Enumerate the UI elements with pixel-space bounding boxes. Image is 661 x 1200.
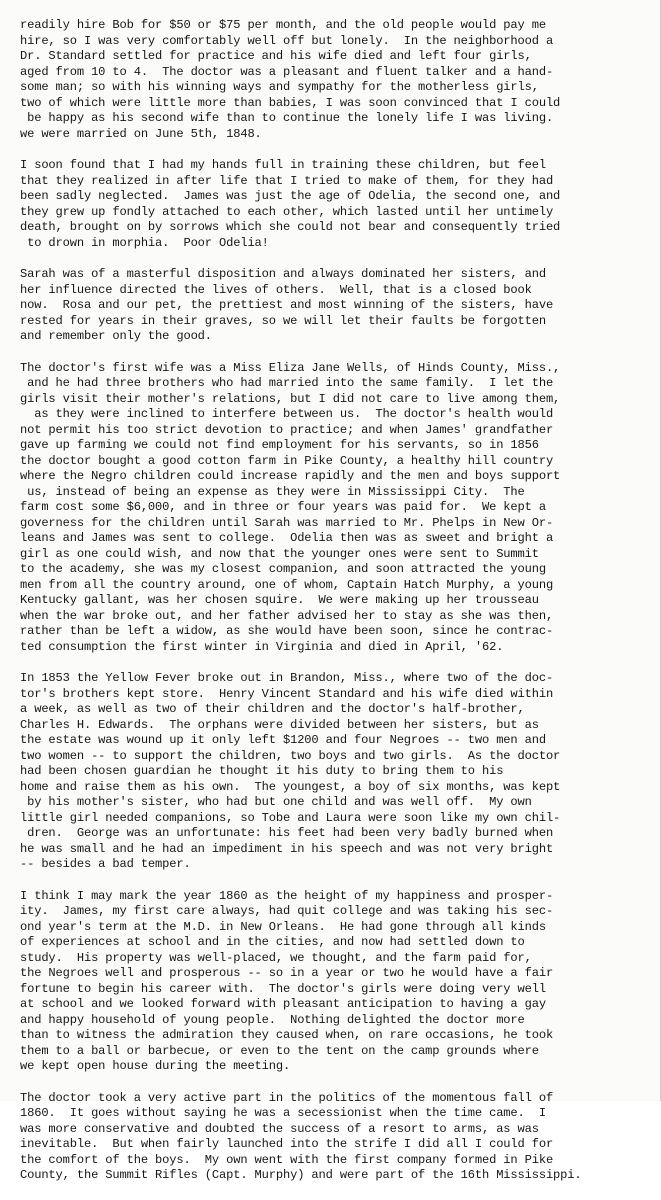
text-line: inevitable. But when fairly launched into the strife I did all I could for — [20, 1137, 554, 1151]
text-line: us, instead of being an expense as they were in Mississippi City. The — [20, 484, 525, 499]
text-line: when the war broke out, and her father advised her to stay as she was then, — [20, 608, 554, 623]
text-line: he was small and he had an impediment in his speech and was not very bright — [20, 841, 554, 856]
text-line: gave up farming we could not find employment for his servants, so in 1856 — [20, 438, 539, 452]
text-line: dren. George was an unfortunate: his feet had been very badly burned when — [20, 826, 554, 840]
text-line: The doctor's first wife was a Miss Eliza Jane Wells, of Hinds County, Miss., — [20, 360, 561, 375]
text-line: they grew up fondly attached to each other, which lasted until her untimely — [20, 204, 554, 219]
text-line: -- besides a bad temper. — [20, 857, 191, 871]
text-line: the estate was wound up it only left $1200 and four Negroes -- two men and — [20, 733, 546, 747]
text-line: girl as one could wish, and now that the younger ones were sent to Summit — [20, 546, 539, 561]
text-line: farm cost some $6,000, and in three or four years was paid for. We kept a — [20, 500, 546, 514]
text-line: been sadly neglected. James was just the age of Odelia, the second one, and — [20, 189, 561, 203]
text-line: the comfort of the boys. My own went with the first company formed in Pike — [20, 1152, 554, 1167]
text-line: fortune to begin his career with. The doctor's girls were doing very well — [20, 981, 546, 996]
text-line: and remember only the good. — [20, 329, 212, 343]
text-line: girls visit their mother's relations, but I did not care to live among them, — [20, 391, 561, 406]
text-line: hire, so I was very comfortably well off but lonely. In the neighborhood a — [20, 33, 554, 48]
text-line: the doctor bought a good cotton farm in Pike County, a healthy hill country — [20, 453, 554, 468]
paragraph — [20, 361, 646, 656]
document-body — [20, 18, 646, 1200]
text-line: Dr. Standard settled for practice and his wife died and left four girls, — [20, 49, 532, 63]
text-line: I soon found that I had my hands full in training these children, but feel — [20, 158, 546, 172]
text-line: two women -- to support the children, two boys and two girls. As the doctor — [20, 748, 561, 763]
text-line: we were married on June 5th, 1848. — [20, 126, 262, 141]
text-line: at school and we looked forward with pleasant anticipation to having a gay — [20, 997, 546, 1011]
paragraph — [20, 671, 646, 873]
text-line: Charles H. Edwards. The orphans were divided between her sisters, but as — [20, 717, 539, 732]
text-line: that they realized in after life that I tried to make of them, for they had — [20, 173, 554, 188]
text-line: little girl needed companions, so Tobe and Laura were soon like my own chil- — [20, 810, 561, 825]
text-line: home and raise them as his own. The youngest, a boy of six months, was kept — [20, 779, 561, 794]
text-line: study. His property was well-placed, we thought, and the farm paid for, — [20, 950, 532, 965]
paragraph — [20, 267, 646, 345]
text-line: rested for years in their graves, so we will let their faults be forgotten — [20, 313, 546, 328]
text-line: her influence directed the lives of others. Well, that is a closed book — [20, 282, 532, 297]
text-line: men from all the country around, one of whom, Captain Hatch Murphy, a young — [20, 577, 554, 592]
text-line: the Negroes well and prosperous -- so in a year or two he would have a fair — [20, 966, 554, 980]
text-line: I think I may mark the year 1860 as the height of my happiness and prosper- — [20, 888, 554, 903]
text-line: and he had three brothers who had married into the same family. I let the — [20, 376, 554, 390]
text-line: to the academy, she was my closest companion, and soon attracted the young — [20, 562, 546, 576]
text-line: The doctor took a very active part in the politics of the momentous fall of — [20, 1090, 554, 1105]
text-line: was more conservative and doubted the success of a resort to arms, as was — [20, 1121, 539, 1136]
text-line: by his mother's sister, who had but one child and was well off. My own — [20, 795, 532, 809]
paragraph — [20, 18, 646, 142]
text-line: tor's brothers kept store. Henry Vincent Standard and his wife died within — [20, 686, 554, 701]
text-line: as they were inclined to interfere between us. The doctor's health would — [20, 407, 554, 421]
text-line: 1860. It goes without saying he was a secessionist when the time came. I — [20, 1106, 546, 1120]
text-line: be happy as his second wife than to continue the lonely life I was living. — [20, 111, 554, 125]
text-line: ond year's term at the M.D. in New Orleans. He had gone through all kinds — [20, 919, 546, 934]
text-line: County, the Summit Rifles (Capt. Murphy) and were part of the 16th Mississippi. — [20, 1168, 582, 1182]
text-line: Sarah was of a masterful disposition and always dominated her sisters, and — [20, 267, 546, 281]
text-line: leans and James was sent to college. Odelia then was as sweet and bright a — [20, 531, 554, 545]
text-line: we kept open house during the meeting. — [20, 1059, 291, 1073]
text-line: In 1853 the Yellow Fever broke out in Brandon, Miss., where two of the doc- — [20, 671, 554, 685]
text-line: of experiences at school and in the cities, and now had settled down to — [20, 935, 525, 949]
text-line: a week, as well as two of their children and the doctor's half-brother, — [20, 702, 525, 716]
text-line: aged from 10 to 4. The doctor was a pleasant and fluent talker and a hand- — [20, 64, 554, 79]
text-line: now. Rosa and our pet, the prettiest and most winning of the sisters, have — [20, 298, 554, 312]
text-line: governess for the children until Sarah was married to Mr. Phelps in New Or- — [20, 515, 554, 530]
text-line: where the Negro children could increase rapidly and the men and boys support — [20, 469, 561, 483]
text-line: and happy household of young people. Nothing delighted the doctor more — [20, 1012, 525, 1027]
text-line: rather than be left a widow, as she would have been soon, since he contrac- — [20, 624, 554, 638]
text-line: than to witness the admiration they caused when, on rare occasions, he took — [20, 1028, 554, 1042]
text-line: ity. James, my first care always, had quit college and was taking his sec- — [20, 904, 554, 918]
paragraph — [20, 889, 646, 1075]
text-line: Kentucky gallant, was her chosen squire. We were making up her trousseau — [20, 593, 539, 607]
text-line: them to a ball or barbecue, or even to the tent on the camp grounds where — [20, 1043, 539, 1058]
text-line: not permit his too strict devotion to practice; and when James' grandfather — [20, 422, 554, 437]
text-line: death, brought on by sorrows which she could not bear and consequently tried — [20, 220, 561, 234]
text-line: two of which were little more than babies, I was soon convinced that I could — [20, 95, 561, 110]
text-line: had been chosen guardian he thought it his duty to bring them to his — [20, 764, 504, 778]
text-line: ted consumption the first winter in Virginia and died in April, '62. — [20, 639, 504, 654]
text-line: to drown in morphia. Poor Odelia! — [20, 235, 269, 250]
text-line: readily hire Bob for $50 or $75 per month, and the old people would pay me — [20, 18, 546, 32]
paragraph — [20, 1091, 646, 1184]
paragraph — [20, 158, 646, 251]
text-line: some man; so with his winning ways and sympathy for the motherless girls, — [20, 80, 539, 94]
